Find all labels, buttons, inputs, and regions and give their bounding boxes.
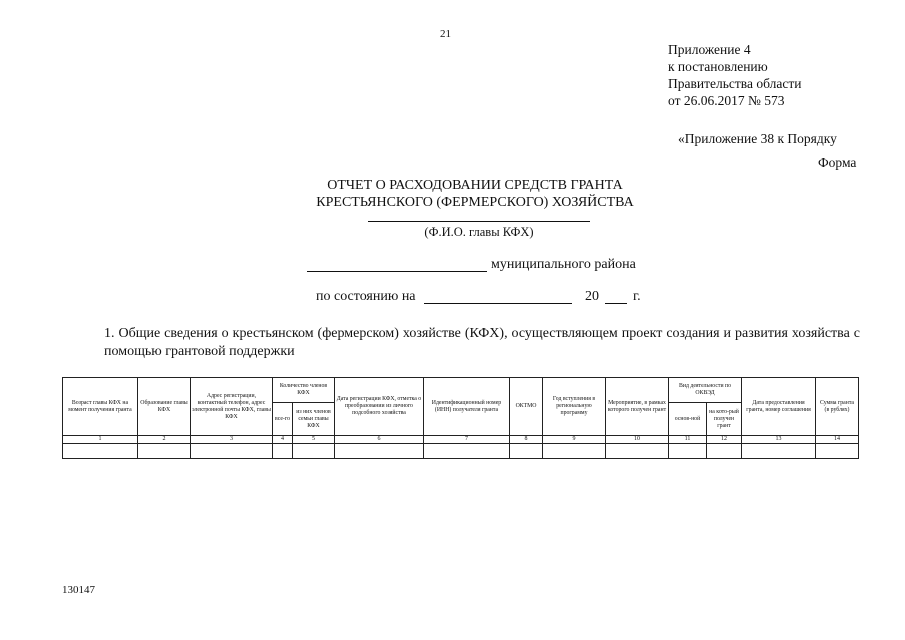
title-line: КРЕСТЬЯНСКОГО (ФЕРМЕРСКОГО) ХОЗЯЙСТВА [316,195,634,210]
column-number-row [63,436,859,444]
year-prefix: 20 [585,289,599,304]
table-cell [543,444,606,459]
appendix-line: от 26.06.2017 № 573 [668,93,785,108]
appendix-line: Правительства области [668,76,802,91]
table-cell [816,444,859,459]
appendix-line: Приложение 4 [668,42,751,57]
col-header-education: Образование главы КФХ [138,378,191,436]
table-cell [742,444,816,459]
appendix-line: к постановлению [668,59,768,74]
table-cell [510,444,543,459]
col-header-reg-date: Дата регистрации КФХ, отметка о преобразовании из личного подсобного хозяйства [335,378,424,436]
table-cell [63,444,138,459]
column-number: 11 [669,436,707,444]
col-header-members: Количество членов КФХ [273,378,335,403]
column-number: 14 [816,436,859,444]
table-cell [273,444,293,459]
column-number: 7 [424,436,510,444]
table-empty-row [63,444,859,459]
col-header-members-family: из них членов семьи главы КФХ [293,403,335,436]
table-cell [138,444,191,459]
kfh-info-table [62,377,859,459]
table-cell [707,444,742,459]
col-header-age: Возраст главы КФХ на момент получения гранта [63,378,138,436]
col-header-inn: Идентификационный номер (ИНН) получателя гранта [424,378,510,436]
table-cell [669,444,707,459]
table-cell [335,444,424,459]
col-header-grant-sum: Сумма гранта (в рублях) [816,378,859,436]
form-label: Форма [818,155,857,170]
year-suffix: г. [633,289,641,304]
as-of-blank-line [424,303,572,304]
title-line: ОТЧЕТ О РАСХОДОВАНИИ СРЕДСТВ ГРАНТА [327,178,623,193]
table-cell [191,444,273,459]
col-header-oktmo: ОКТМО [510,378,543,436]
municipal-label: муниципального района [491,257,636,272]
table-header-row [63,378,859,403]
column-number: 9 [543,436,606,444]
col-header-address: Адрес регистрации, контактный телефон, адрес электронной почты КФХ, главы КФХ [191,378,273,436]
report-title [250,177,700,211]
col-header-okved-main: основ-ной [669,403,707,436]
table-cell [606,444,669,459]
table-cell [424,444,510,459]
document-code: 130147 [62,584,95,596]
column-number: 5 [293,436,335,444]
section-1-heading: 1. Общие сведения о крестьянском (фермерском) хозяйстве (КФХ), осуществляющем проект создания и развития хозяйства с помощью грантовой поддержки [104,326,860,359]
col-header-okved: Вид деятельности по ОКВЭД [669,378,742,403]
as-of-label: по состоянию на [316,289,416,304]
fio-caption: (Ф.И.О. главы КФХ) [424,225,534,239]
appendix-block [668,41,801,109]
column-number: 12 [707,436,742,444]
column-number: 13 [742,436,816,444]
column-number: 1 [63,436,138,444]
municipal-blank-line [307,271,487,272]
column-number: 2 [138,436,191,444]
table-cell [293,444,335,459]
col-header-measure: Мероприятие, в рамках которого получен грант [606,378,669,436]
column-number: 3 [191,436,273,444]
page-number: 21 [440,28,451,40]
year-blank-line [605,303,627,304]
column-number: 6 [335,436,424,444]
col-header-program-year: Год вступления в региональную программу [543,378,606,436]
column-number: 10 [606,436,669,444]
appendix-38-line: «Приложение 38 к Порядку [678,131,837,146]
col-header-okved-grant: на кото-рый получен грант [707,403,742,436]
column-number: 8 [510,436,543,444]
column-number: 4 [273,436,293,444]
col-header-grant-date: Дата предоставления гранта, номер соглашения [742,378,816,436]
fio-blank-line [368,221,590,222]
col-header-members-total: все-го [273,403,293,436]
